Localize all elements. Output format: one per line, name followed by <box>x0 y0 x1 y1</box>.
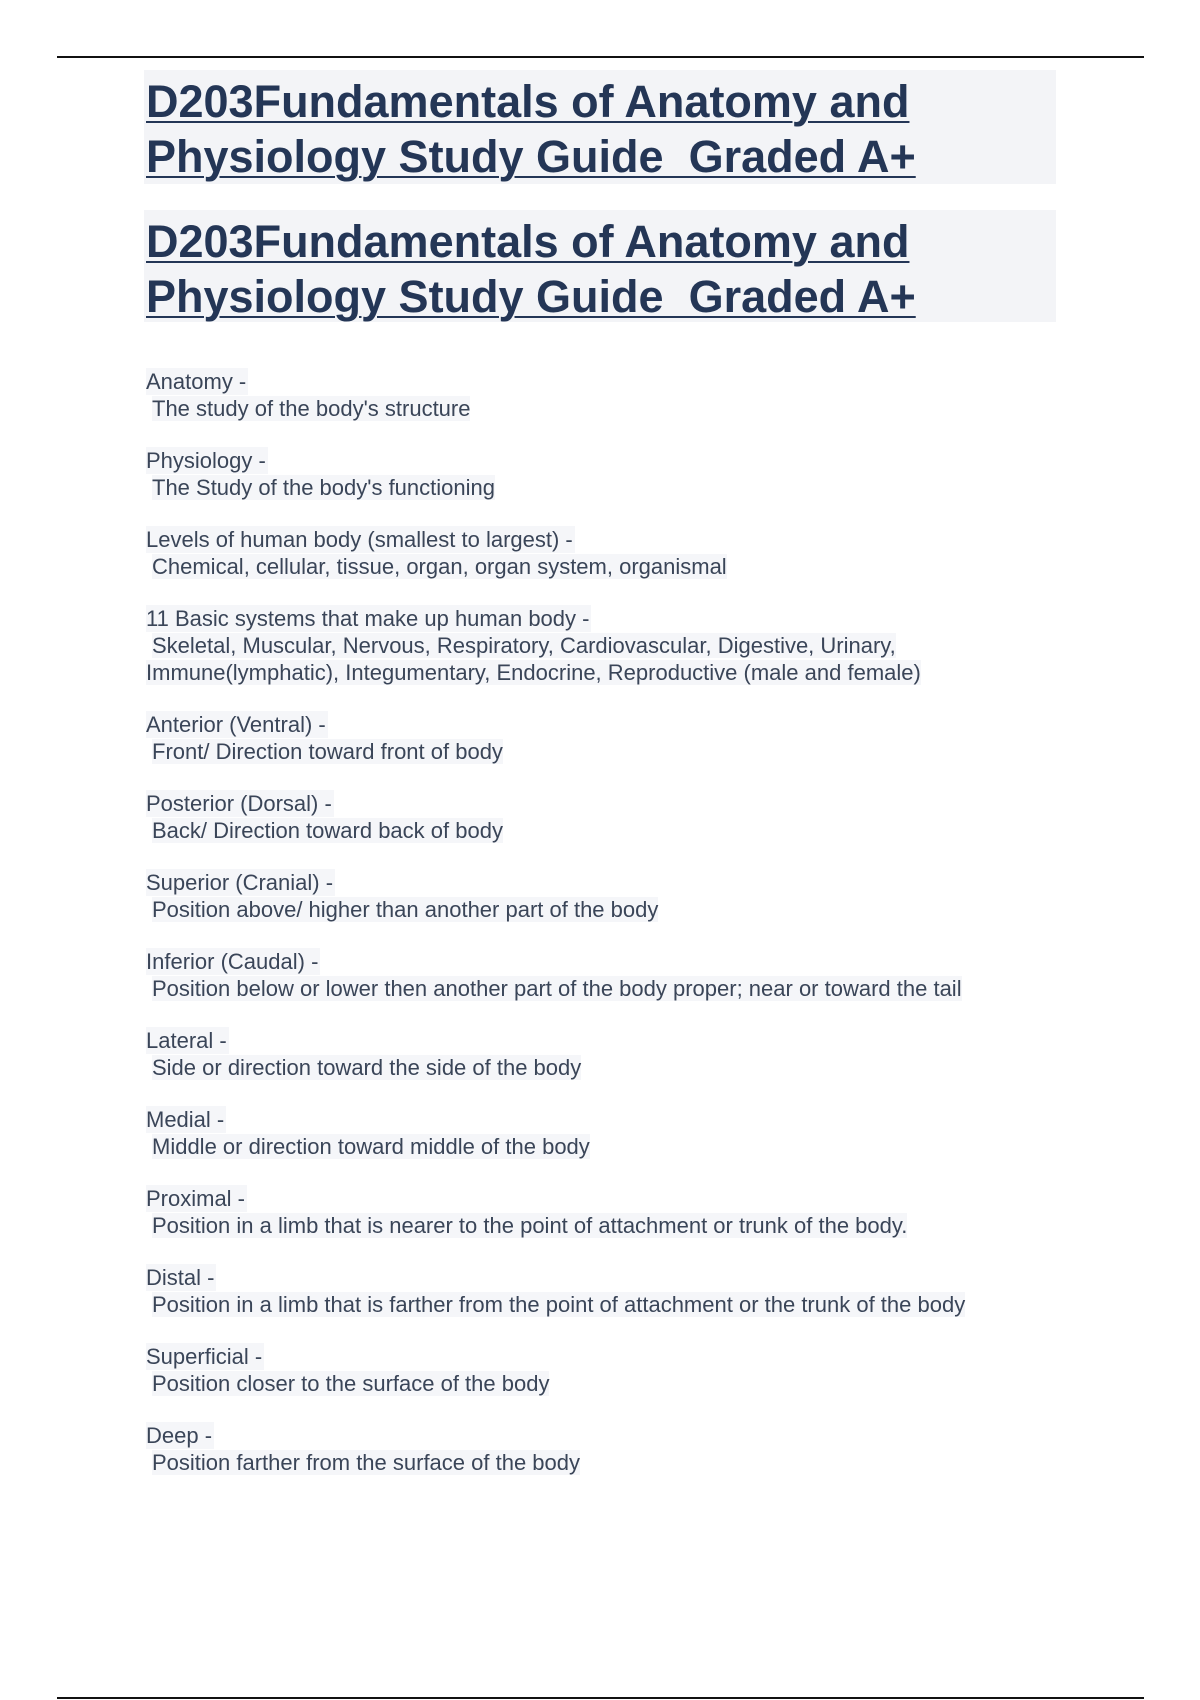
term-definition: Position in a limb that is nearer to the point of attachment or trunk of the body. <box>152 1213 908 1238</box>
term-definition: Position farther from the surface of the body <box>152 1450 581 1475</box>
term-label: Superior (Cranial) - <box>146 870 334 895</box>
term-item-levels <box>146 526 1066 580</box>
document-title-repeat-block <box>144 210 1056 322</box>
document-title-line-1: D203Fundamentals of Anatomy and <box>146 76 910 127</box>
term-definition: Front/ Direction toward front of body <box>152 739 503 764</box>
term-definition-line-2: Immune(lymphatic), Integumentary, Endocrine, Reproductive (male and female) <box>146 660 921 685</box>
document-title-repeat <box>146 214 1052 324</box>
term-item-lateral <box>146 1027 1066 1081</box>
term-definition: Side or direction toward the side of the body <box>152 1055 582 1080</box>
term-label: Physiology - <box>146 448 266 473</box>
term-label: Posterior (Dorsal) - <box>146 791 332 816</box>
top-rule <box>57 56 1144 58</box>
term-definition: Position in a limb that is farther from the point of attachment or the trunk of the body <box>152 1292 966 1317</box>
term-item-posterior <box>146 790 1066 844</box>
document-title <box>146 74 1052 184</box>
term-definition: The Study of the body's functioning <box>152 475 495 500</box>
bottom-rule <box>57 1697 1144 1699</box>
term-label: 11 Basic systems that make up human body - <box>146 606 590 631</box>
term-item-basic-systems <box>146 605 1066 686</box>
term-definition: Back/ Direction toward back of body <box>152 818 503 843</box>
term-label: Deep - <box>146 1423 213 1448</box>
term-item-superior <box>146 869 1066 923</box>
term-definition-line-1: Skeletal, Muscular, Nervous, Respiratory, Cardiovascular, Digestive, Urinary, <box>152 633 896 658</box>
term-item-anatomy <box>146 368 1066 422</box>
term-definition: Position closer to the surface of the body <box>152 1371 550 1396</box>
term-definition: Middle or direction toward middle of the body <box>152 1134 590 1159</box>
term-item-deep <box>146 1422 1066 1476</box>
term-label: Anatomy - <box>146 369 247 394</box>
term-label: Inferior (Caudal) - <box>146 949 319 974</box>
term-definition: The study of the body's structure <box>152 396 471 421</box>
term-list <box>146 368 1066 1501</box>
term-definition: Chemical, cellular, tissue, organ, organ system, organismal <box>152 554 727 579</box>
term-item-anterior <box>146 711 1066 765</box>
term-label: Anterior (Ventral) - <box>146 712 326 737</box>
term-item-proximal <box>146 1185 1066 1239</box>
term-item-physiology <box>146 447 1066 501</box>
term-label: Levels of human body (smallest to largest) - <box>146 527 573 552</box>
term-label: Superficial - <box>146 1344 263 1369</box>
term-item-medial <box>146 1106 1066 1160</box>
term-item-distal <box>146 1264 1066 1318</box>
term-label: Medial - <box>146 1107 225 1132</box>
term-definition: Position above/ higher than another part of the body <box>152 897 659 922</box>
term-label: Lateral - <box>146 1028 227 1053</box>
term-definition: Position below or lower then another part of the body proper; near or toward the tail <box>152 976 962 1001</box>
term-item-inferior <box>146 948 1066 1002</box>
term-label: Proximal - <box>146 1186 246 1211</box>
term-label: Distal - <box>146 1265 215 1290</box>
document-title-repeat-line-1: D203Fundamentals of Anatomy and <box>146 216 910 267</box>
term-item-superficial <box>146 1343 1066 1397</box>
document-title-repeat-line-2: Physiology Study Guide Graded A+ <box>146 271 916 322</box>
document-title-line-2: Physiology Study Guide Graded A+ <box>146 131 916 182</box>
document-title-block <box>144 70 1056 184</box>
